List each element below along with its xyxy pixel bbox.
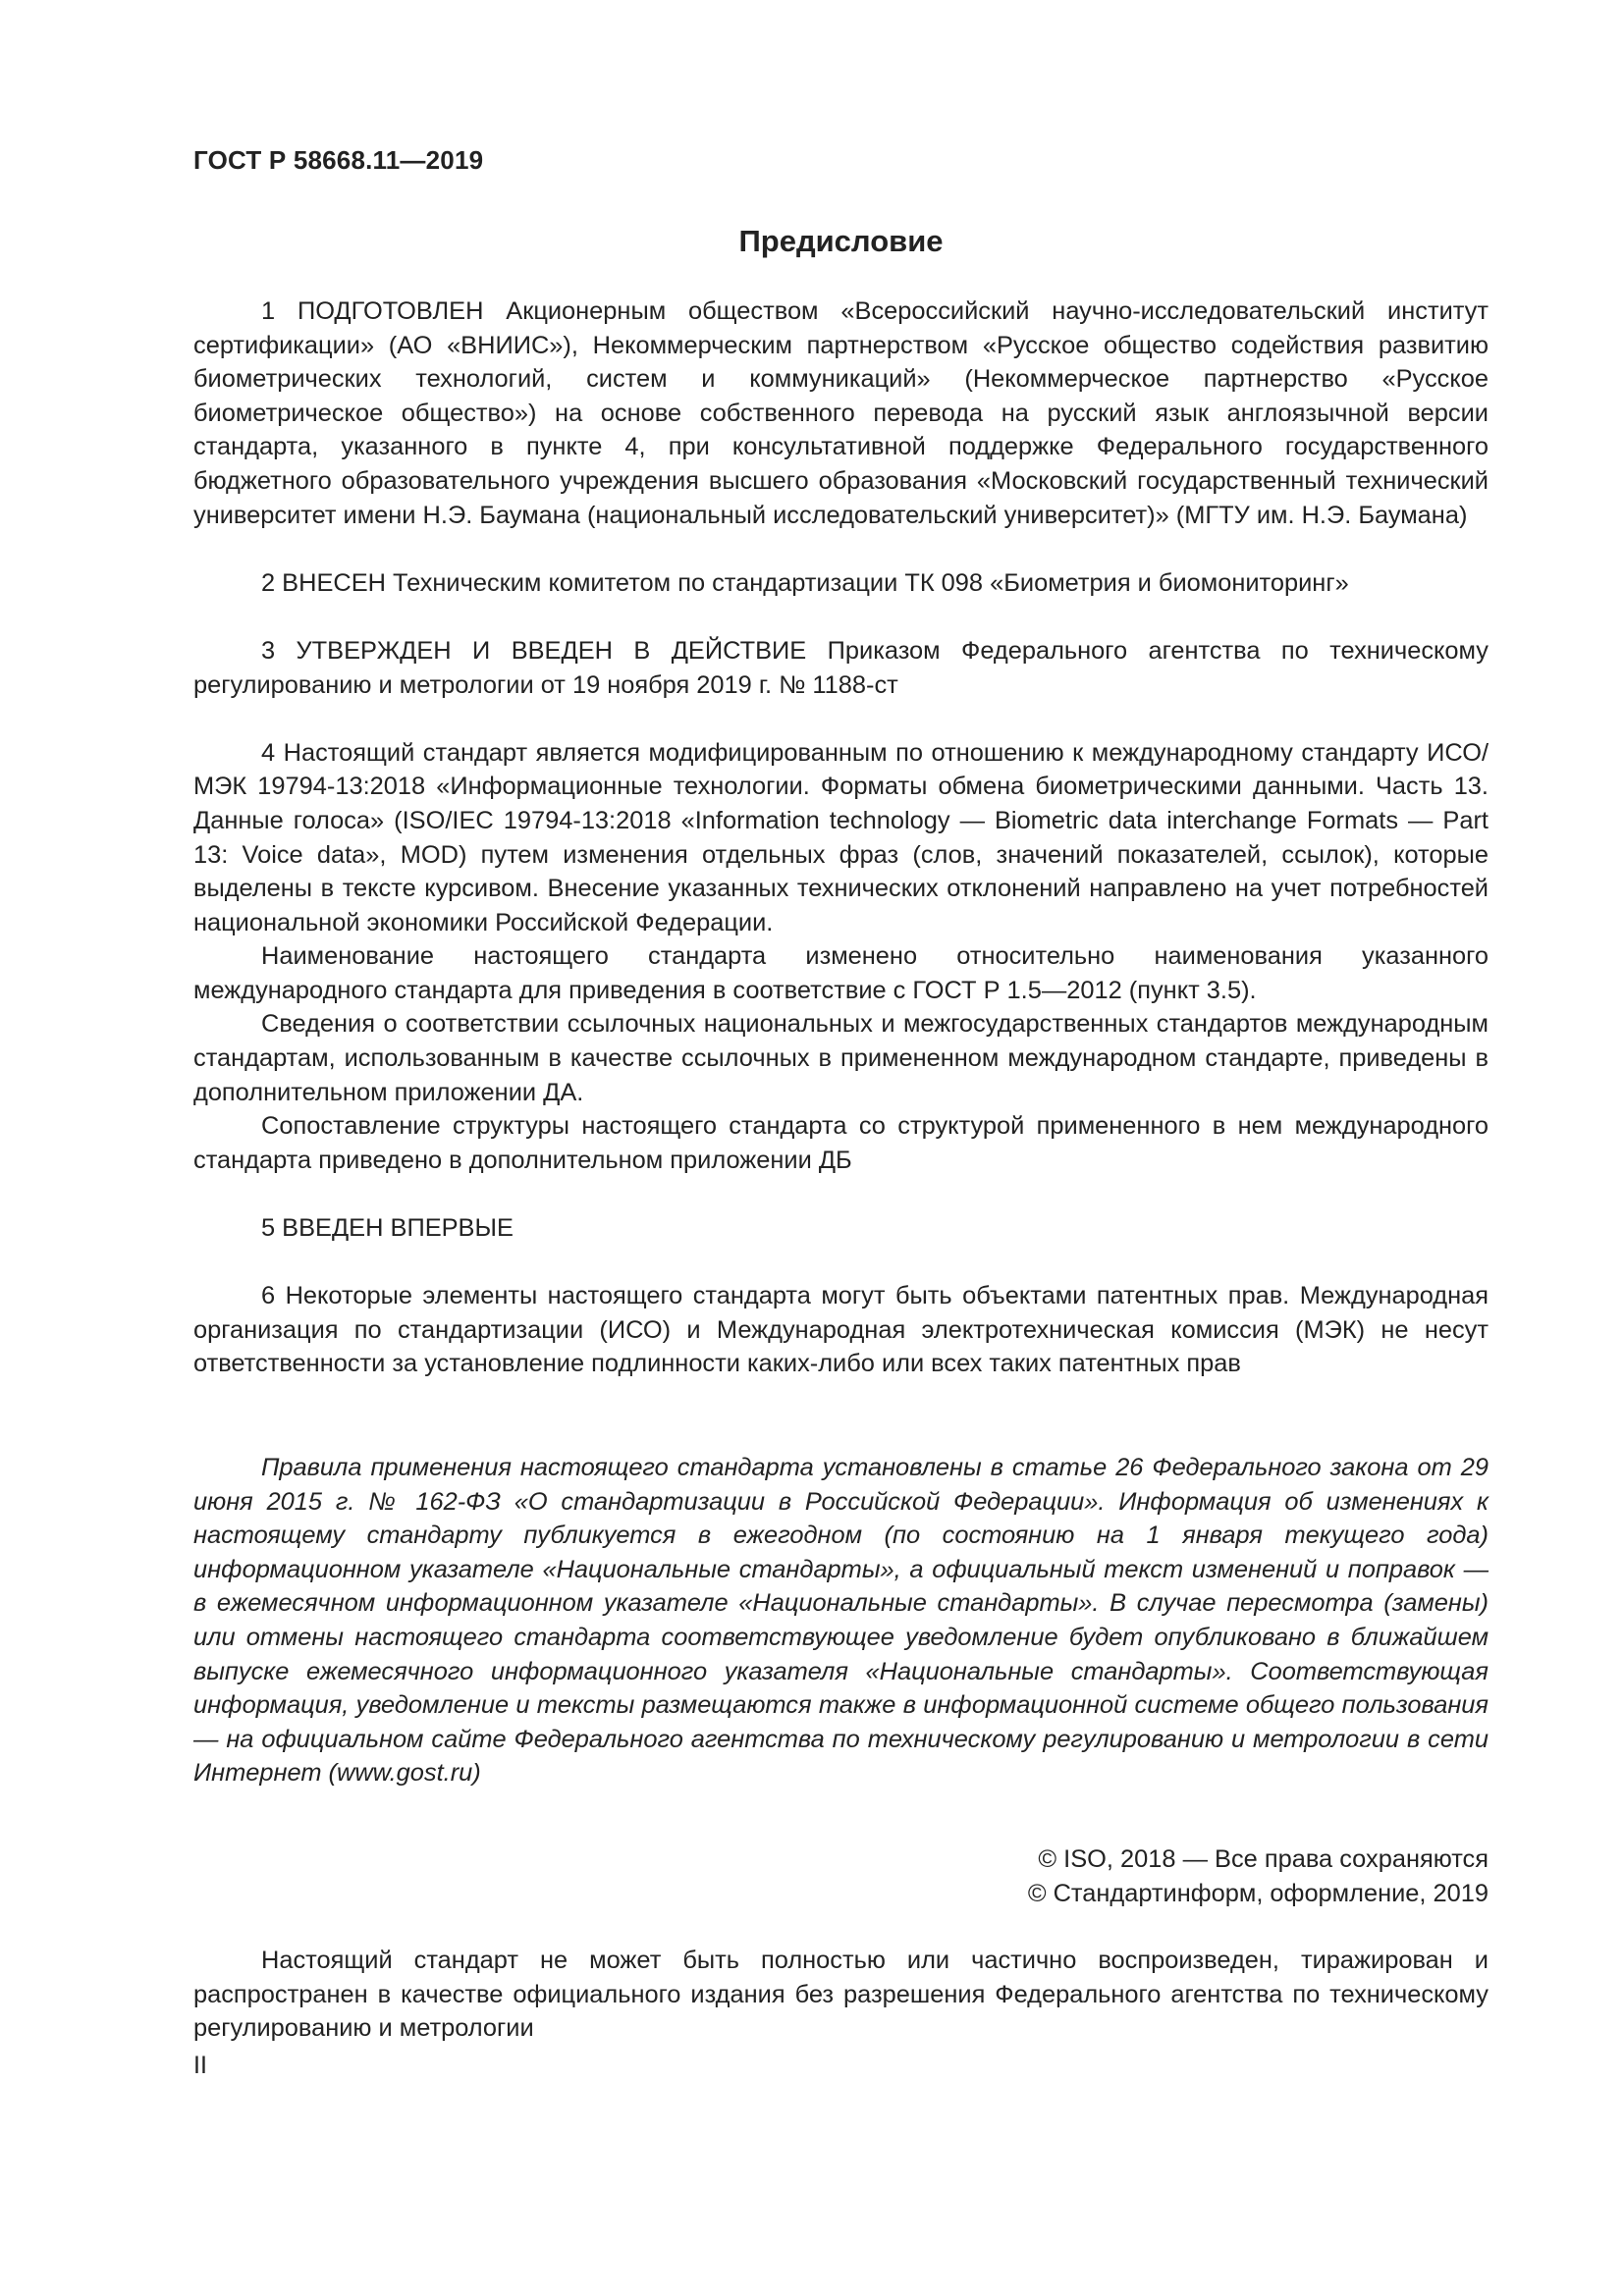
copyright-standartinform: © Стандартинформ, оформление, 2019 [1027,1880,1489,1907]
page-title: Предисловие [738,224,944,258]
foreword-body [193,294,1489,1381]
paragraph-4-title-change: Наименование настоящего стандарта изменено относительно наименования указанного международного стандарта для приведения в соответствие с ГОСТ Р 1.5—2012 (пункт 3.5). [193,942,1489,1004]
paragraph-5-introduced: 5 ВВЕДЕН ВПЕРВЫЕ [261,1214,514,1243]
paragraph-3-approved: 3 УТВЕРЖДЕН И ВВЕДЕН В ДЕЙСТВИЕ Приказом Федерального агентства по техническому регулированию и метрологии от 19 ноября 2019 г. № 1188-ст [193,636,1489,699]
paragraph-4-modification: 4 Настоящий стандарт является модифицированным по отношению к международному стандарту ИСО/МЭК 19794-13:2018 «Информационные технологии. Форматы обмена биометрическими данными. Часть 13. Данные голоса» (ISO/IEC 19794-13:2018 «Information technology — Biometric data interchange Formats — Part 13: Voice data», MOD) путем изменения отдельных фраз (слов, значений показателей, ссылок), которые выделены в тексте курсивом. Внесение указанных технических отклонений направлено на учет потребностей национальной экономики Российской Федерации. [193,738,1489,936]
reproduction-restriction: Настоящий стандарт не может быть полностью или частично воспроизведен, тиражирован и распространен в качестве официального издания без разрешения Федерального агентства по техническому регулированию и метрологии [193,1947,1489,2043]
paragraph-2-submitted: 2 ВНЕСЕН Техническим комитетом по стандартизации ТК 098 «Биометрия и биомониторинг» [261,568,1349,597]
paragraph-1-prepared: 1 ПОДГОТОВЛЕН Акционерным обществом «Всероссийский научно-исследовательский институт сертификации» (АО «ВНИИС»), Некоммерческим партнерством «Русское общество содействия развитию биометрических технологий, систем и коммуникаций» (Некоммерческое партнерство «Русское биометрическое общество») на основе собственного перевода на русский язык англоязычной версии стандарта, указанного в пункте 4, при консультативной поддержке Федерального государственного бюджетного образовательного учреждения высшего образования «Московский государственный технический университет имени Н.Э. Баумана (национальный исследовательский университет)» (МГТУ им. Н.Э. Баумана) [193,297,1489,529]
paragraph-6-patents: 6 Некоторые элементы настоящего стандарта могут быть объектами патентных прав. Международная организация по стандартизации (ИСО) и Международная электротехническая комиссия (МЭК) не несут ответственности за установление подлинности каких-либо или всех таких патентных прав [193,1282,1489,1378]
copyright-iso: © ISO, 2018 — Все права сохраняются [1038,1845,1489,1873]
application-rules-notice: Правила применения настоящего стандарта установлены в статье 26 Федерального закона от 29 июня 2015 г. № 162-ФЗ «О стандартизации в Российской Федерации». Информация об изменениях к настоящему стандарту публикуется в ежегодном (по состоянию на 1 января текущего года) информационном указателе «Национальные стандарты», а официальный текст изменений и поправок — в ежемесячном информационном указателе «Национальные стандарты». В случае пересмотра (замены) или отмены настоящего стандарта соответствующее уведомление будет опубликовано в ближайшем выпуске ежемесячного информационного указателя «Национальные стандарты». Соответствующая информация, уведомление и тексты размещаются также в информационной системе общего пользования — на официальном сайте Федерального агентства по техническому регулированию и метрологии в сети Интернет (www.gost.ru) [193,1454,1489,1788]
page-number: II [193,2052,207,2079]
document-code: ГОСТ Р 58668.11—2019 [193,145,484,175]
paragraph-4-structure: Сопоставление структуры настоящего стандарта со структурой примененного в нем международного стандарта приведено в дополнительном приложении ДБ [193,1112,1489,1174]
copyright-block [1028,1842,1489,1911]
paragraph-4-references: Сведения о соответствии ссылочных национальных и межгосударственных стандартов международным стандартам, использованным в качестве ссылочных в примененном международном стандарте, приведены в дополнительном приложении ДА. [193,1010,1489,1106]
